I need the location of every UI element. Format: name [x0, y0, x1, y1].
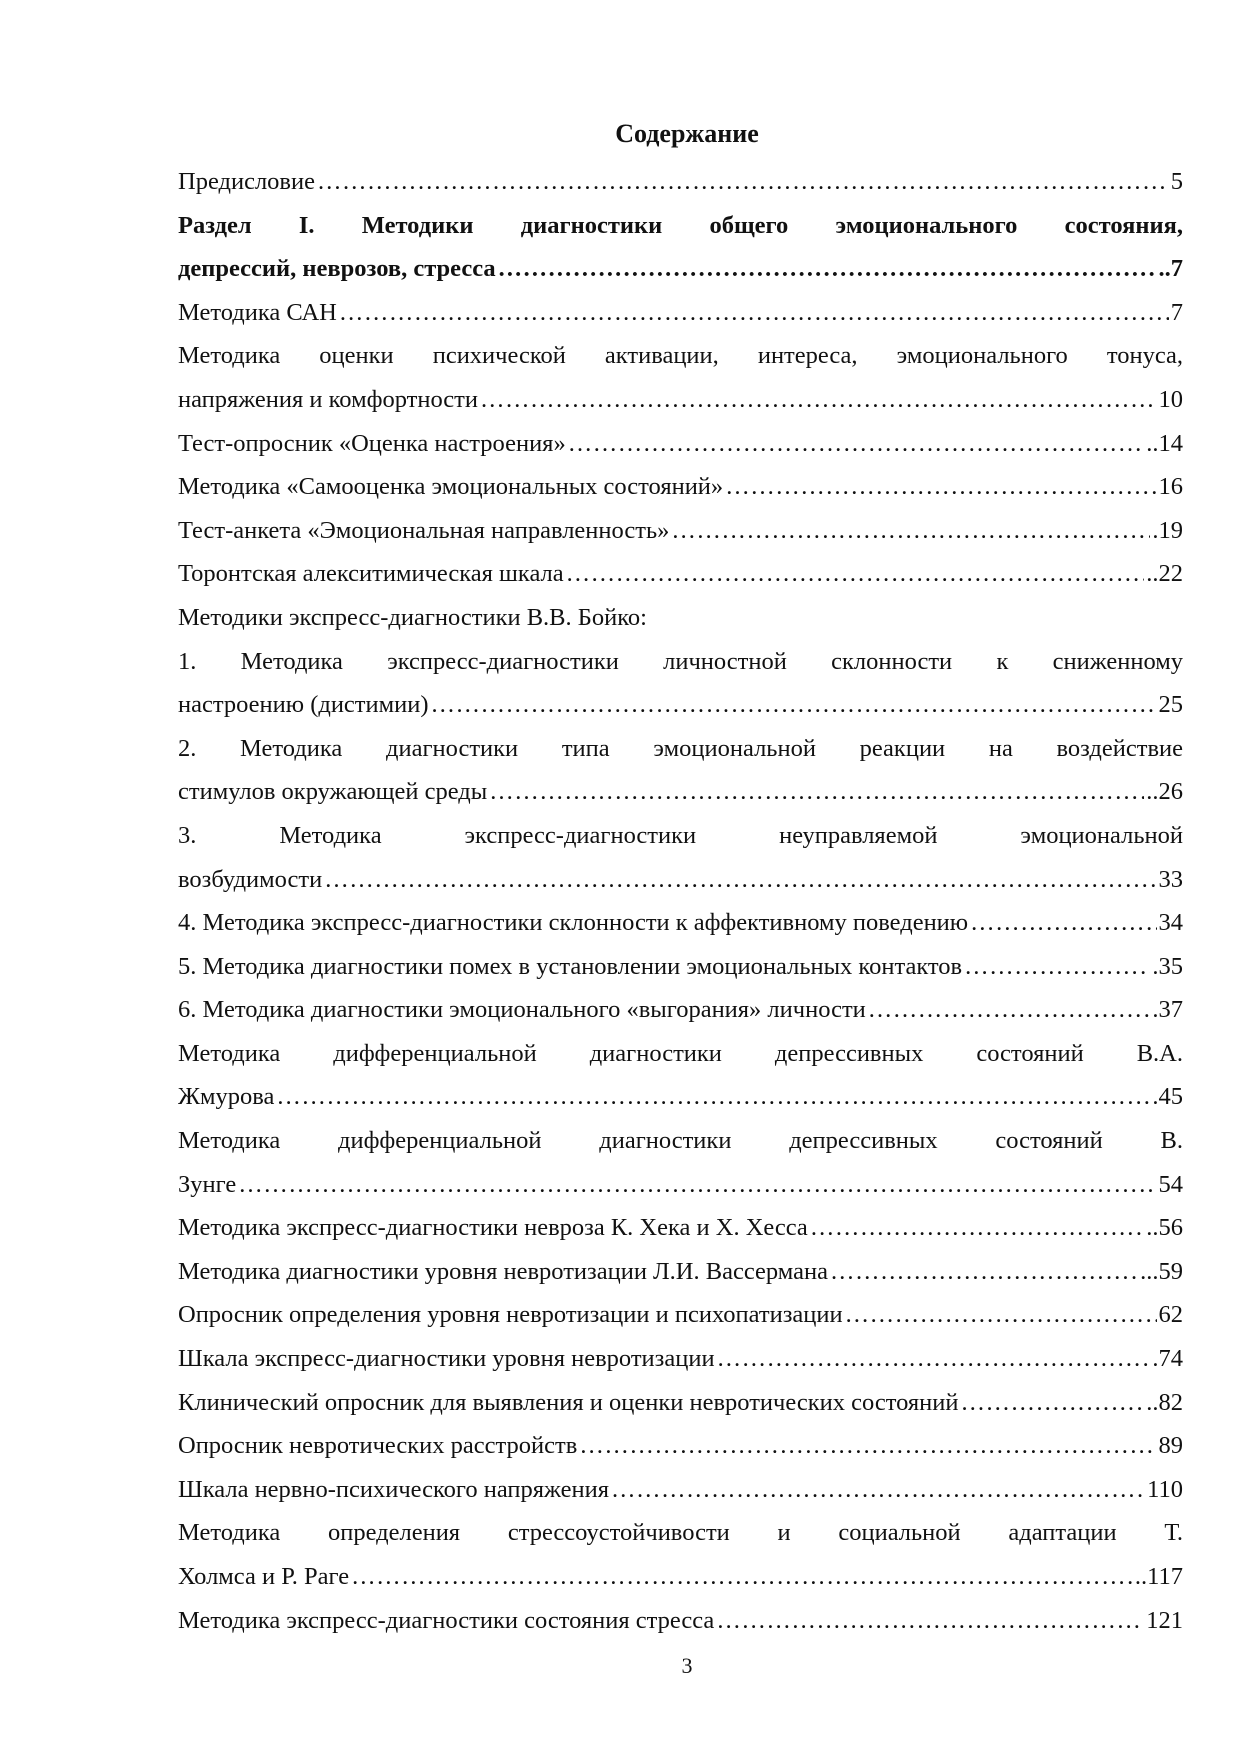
toc-entry[interactable] — [178, 509, 1183, 553]
toc-entry-page: 89 — [1158, 1432, 1183, 1460]
dot-leader — [868, 988, 1151, 1032]
toc-entry[interactable] — [178, 1555, 1183, 1599]
toc-entry-page: .45 — [1152, 1083, 1183, 1111]
toc-entry-title: Холмса и Р. Раге — [178, 1563, 350, 1590]
dot-leader — [238, 1163, 1156, 1207]
toc-entry[interactable] — [178, 1293, 1183, 1337]
toc-entry[interactable] — [178, 1468, 1183, 1512]
toc-entry-title: Шкала нервно-психического напряжения — [178, 1475, 610, 1503]
toc-entry[interactable] — [178, 858, 1183, 902]
toc-entry-page: ..14 — [1146, 429, 1183, 457]
toc-entry-page: 7 — [1170, 298, 1183, 326]
dot-leader — [489, 770, 1144, 814]
toc-entry-page: 16 — [1158, 473, 1183, 501]
dot-leader — [810, 1206, 1144, 1250]
toc-entry-title: 6. Методика диагностики эмоционального «выгорания» личности — [178, 996, 866, 1024]
dot-leader — [324, 858, 1156, 902]
toc-entry-title: Методики экспресс-диагностики В.В. Бойко: — [178, 603, 647, 631]
toc-entry-page: 121 — [1146, 1606, 1183, 1634]
toc-entry-page: 34 — [1158, 909, 1183, 937]
dot-leader — [725, 465, 1156, 509]
toc-entry[interactable] — [178, 1206, 1183, 1250]
toc-entry-title: Раздел I. Методики диагностики общего эмоционального состояния, — [178, 211, 1183, 239]
toc-entry-title: возбудимости — [178, 865, 323, 893]
dot-leader — [579, 1424, 1156, 1468]
toc-entry[interactable] — [178, 291, 1183, 335]
page-title: Содержание — [615, 119, 759, 148]
toc-entry-page: .35 — [1152, 952, 1183, 980]
dot-leader — [351, 1555, 1133, 1599]
toc-entry-title: 4. Методика экспресс-диагностики склонности к аффективному поведению — [178, 909, 969, 937]
toc-entry-page: ..26 — [1146, 778, 1183, 806]
toc-entry-first-line — [178, 640, 1183, 684]
toc-entry-page: ...59 — [1140, 1257, 1183, 1285]
toc-entry-first-line — [178, 1032, 1183, 1076]
toc-entry-title: Тест-анкета «Эмоциональная направленность» — [178, 516, 670, 544]
toc-entry-page: ..7 — [1158, 255, 1183, 283]
toc-entry-page: 33 — [1158, 865, 1183, 893]
dot-leader — [961, 1381, 1145, 1425]
toc-entry[interactable] — [178, 945, 1183, 989]
dot-leader — [716, 1599, 1144, 1643]
dot-leader — [964, 945, 1150, 989]
toc-entry-preface[interactable] — [178, 160, 1183, 204]
toc-entry-title: депрессий, неврозов, стресса — [178, 255, 496, 283]
toc-entry-title: Предисловие — [178, 168, 315, 195]
toc-entry[interactable] — [178, 770, 1183, 814]
toc-entry-page: ..82 — [1146, 1388, 1183, 1416]
toc-entry-title: Методика оценки психической активации, интереса, эмоционального тонуса, — [178, 342, 1183, 370]
dot-leader — [830, 1250, 1138, 1294]
toc-entry-title: Методика дифференциальной диагностики депрессивных состояний В.А. — [178, 1039, 1183, 1067]
toc-entry[interactable] — [178, 1075, 1183, 1119]
toc-entry-title: Тест-опросник «Оценка настроения» — [178, 429, 566, 457]
toc-entry-title: 2. Методика диагностики типа эмоциональной реакции на воздействие — [178, 734, 1183, 762]
toc-entry-title: Жмурова — [178, 1083, 275, 1111]
toc-entry-title: 1. Методика экспресс-диагностики личностной склонности к сниженному — [178, 647, 1183, 675]
toc-entry-page: .37 — [1152, 996, 1183, 1024]
toc-entry[interactable] — [178, 683, 1183, 727]
toc-entry[interactable] — [178, 1163, 1183, 1207]
toc-entry-title: 5. Методика диагностики помех в установлении эмоциональных контактов — [178, 952, 963, 980]
toc-entry-title: Торонтская алекситимическая шкала — [178, 560, 564, 588]
toc-entry[interactable] — [178, 901, 1183, 945]
toc-entry[interactable] — [178, 1250, 1183, 1294]
table-of-contents — [178, 160, 1183, 1642]
toc-entry-first-line — [178, 1119, 1183, 1163]
toc-entry[interactable] — [178, 1337, 1183, 1381]
toc-entry-title: Опросник невротических расстройств — [178, 1432, 578, 1460]
toc-entry-page: ..22 — [1146, 560, 1183, 588]
toc-entry-title: Зунге — [178, 1170, 237, 1198]
toc-entry-title: Методика экспресс-диагностики невроза К. Хека и Х. Хесса — [178, 1214, 808, 1242]
dot-leader — [566, 552, 1145, 596]
toc-entry[interactable] — [178, 988, 1183, 1032]
dot-leader — [480, 378, 1157, 422]
toc-entry-page: 5 — [1170, 168, 1183, 195]
page-number: 3 — [681, 1653, 693, 1678]
toc-entry-page: ..117 — [1134, 1563, 1183, 1590]
toc-entry-page: 10 — [1158, 385, 1183, 413]
toc-entry[interactable] — [178, 1424, 1183, 1468]
toc-subgroup-heading — [178, 596, 1183, 640]
toc-entry-title: стимулов окружающей среды — [178, 778, 488, 806]
toc-entry[interactable] — [178, 465, 1183, 509]
dot-leader — [276, 1075, 1150, 1119]
toc-entry-page: .19 — [1152, 516, 1183, 544]
toc-entry-page: ..56 — [1146, 1214, 1183, 1242]
dot-leader — [611, 1468, 1145, 1512]
toc-entry-first-line — [178, 727, 1183, 771]
dot-leader — [498, 247, 1157, 291]
toc-entry-title: Методика дифференциальной диагностики депрессивных состояний В. — [178, 1127, 1183, 1155]
dot-leader — [717, 1337, 1151, 1381]
toc-entry-title: Методика экспресс-диагностики состояния стресса — [178, 1606, 715, 1634]
toc-entry-title: Методика «Самооценка эмоциональных состояний» — [178, 473, 724, 501]
toc-entry-section-1[interactable] — [178, 247, 1183, 291]
toc-entry-first-line — [178, 334, 1183, 378]
toc-entry-page: .74 — [1152, 1345, 1183, 1373]
toc-entry-page: 62 — [1158, 1301, 1183, 1329]
toc-entry-page: 25 — [1158, 691, 1183, 719]
toc-entry-title: настроению (дистимии) — [178, 691, 429, 719]
toc-section-heading — [178, 204, 1183, 248]
toc-entry-title: Опросник определения уровня невротизации и психопатизации — [178, 1301, 843, 1329]
dot-leader — [845, 1293, 1157, 1337]
dot-leader — [970, 901, 1156, 945]
dot-leader — [431, 683, 1157, 727]
toc-entry-page: 54 — [1158, 1170, 1183, 1198]
dot-leader — [671, 509, 1150, 553]
toc-entry-first-line — [178, 1511, 1183, 1555]
toc-entry[interactable] — [178, 378, 1183, 422]
toc-entry-first-line — [178, 814, 1183, 858]
toc-entry-title: Методика САН — [178, 298, 337, 326]
toc-entry-title: 3. Методика экспресс-диагностики неуправляемой эмоциональной — [178, 821, 1183, 849]
toc-entry[interactable] — [178, 1381, 1183, 1425]
toc-entry-title: Методика диагностики уровня невротизации Л.И. Вассермана — [178, 1257, 828, 1285]
toc-entry-title: Методика определения стрессоустойчивости и социальной адаптации Т. — [178, 1519, 1183, 1547]
dot-leader — [339, 291, 1169, 335]
toc-entry-title: напряжения и комфортности — [178, 385, 478, 413]
dot-leader — [568, 422, 1145, 466]
toc-entry-page: 110 — [1147, 1475, 1183, 1503]
toc-entry[interactable] — [178, 552, 1183, 596]
toc-entry-title: Клинический опросник для выявления и оценки невротических состояний — [178, 1388, 959, 1416]
toc-entry[interactable] — [178, 1599, 1183, 1643]
toc-entry-title: Шкала экспресс-диагностики уровня невротизации — [178, 1345, 715, 1373]
dot-leader — [317, 160, 1169, 204]
toc-entry[interactable] — [178, 422, 1183, 466]
